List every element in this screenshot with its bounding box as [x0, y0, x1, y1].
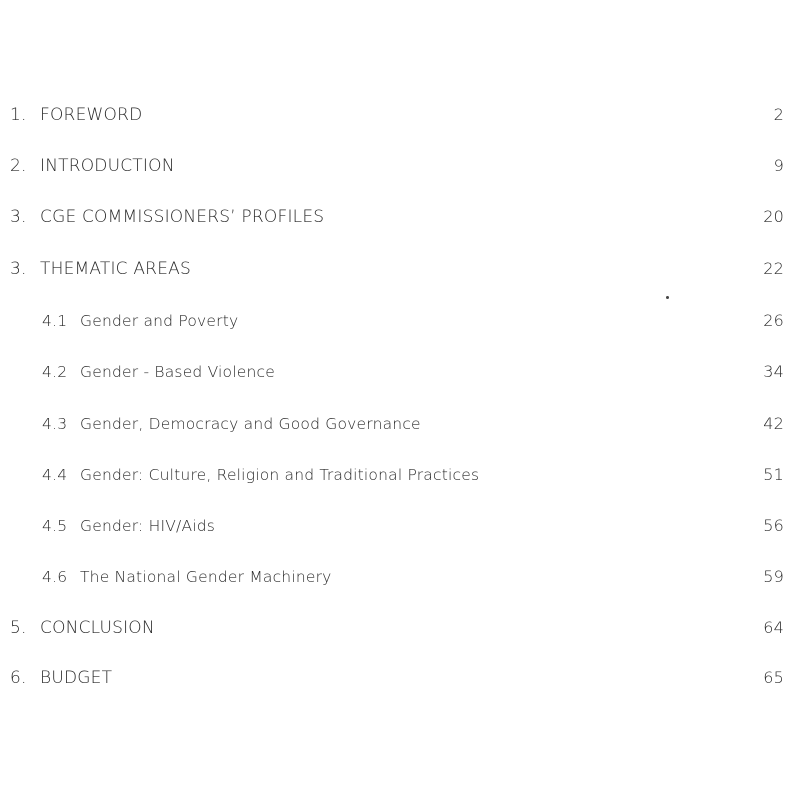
toc-entry-title: THEMATIC AREAS	[40, 259, 191, 279]
toc-entry-title: Gender: HIV/Aids	[80, 517, 216, 535]
toc-entry-number: 4.6	[42, 568, 68, 586]
toc-entry-page: 51	[763, 465, 784, 484]
toc-entry-page: 2	[773, 105, 784, 124]
toc-entry-title: Gender, Democracy and Good Governance	[80, 415, 421, 433]
toc-entry-title: INTRODUCTION	[40, 156, 175, 176]
toc-entry-number: 5.	[10, 618, 27, 638]
toc-entry-title: CONCLUSION	[40, 618, 155, 638]
toc-entry-number: 3.	[10, 207, 27, 227]
toc-entry-page: 9	[773, 156, 784, 175]
toc-entry-page: 26	[763, 311, 784, 330]
toc-entry-title: Gender: Culture, Religion and Traditional Practices	[80, 466, 480, 484]
toc-entry-page: 59	[763, 567, 784, 586]
toc-entry-title: Gender - Based Violence	[80, 363, 275, 381]
toc-entry-title: FOREWORD	[40, 105, 143, 125]
toc-entry-page: 56	[763, 516, 784, 535]
toc-entry-number: 4.4	[42, 466, 68, 484]
toc-entry-page: 34	[763, 362, 784, 381]
toc-entry-title: CGE COMMISSIONERS’ PROFILES	[40, 207, 325, 227]
toc-entry-page: 65	[763, 668, 784, 687]
toc-entry-page: 20	[763, 207, 784, 226]
toc-entry-number: 4.1	[42, 312, 68, 330]
toc-entry-number: 3.	[10, 259, 27, 279]
toc-entry-page: 22	[763, 259, 784, 278]
toc-entry-title: Gender and Poverty	[80, 312, 239, 330]
toc-entry-title: BUDGET	[40, 668, 113, 688]
toc-entry-title: The National Gender Machinery	[80, 568, 332, 586]
toc-entry-number: 6.	[10, 668, 27, 688]
toc-entry-number: 4.3	[42, 415, 68, 433]
scan-speck	[666, 296, 669, 299]
toc-entry-page: 64	[763, 618, 784, 637]
toc-entry-number: 2.	[10, 156, 27, 176]
toc-entry-number: 1.	[10, 105, 27, 125]
toc-entry-number: 4.5	[42, 517, 68, 535]
toc-entry-page: 42	[763, 414, 784, 433]
toc-entry-number: 4.2	[42, 363, 68, 381]
